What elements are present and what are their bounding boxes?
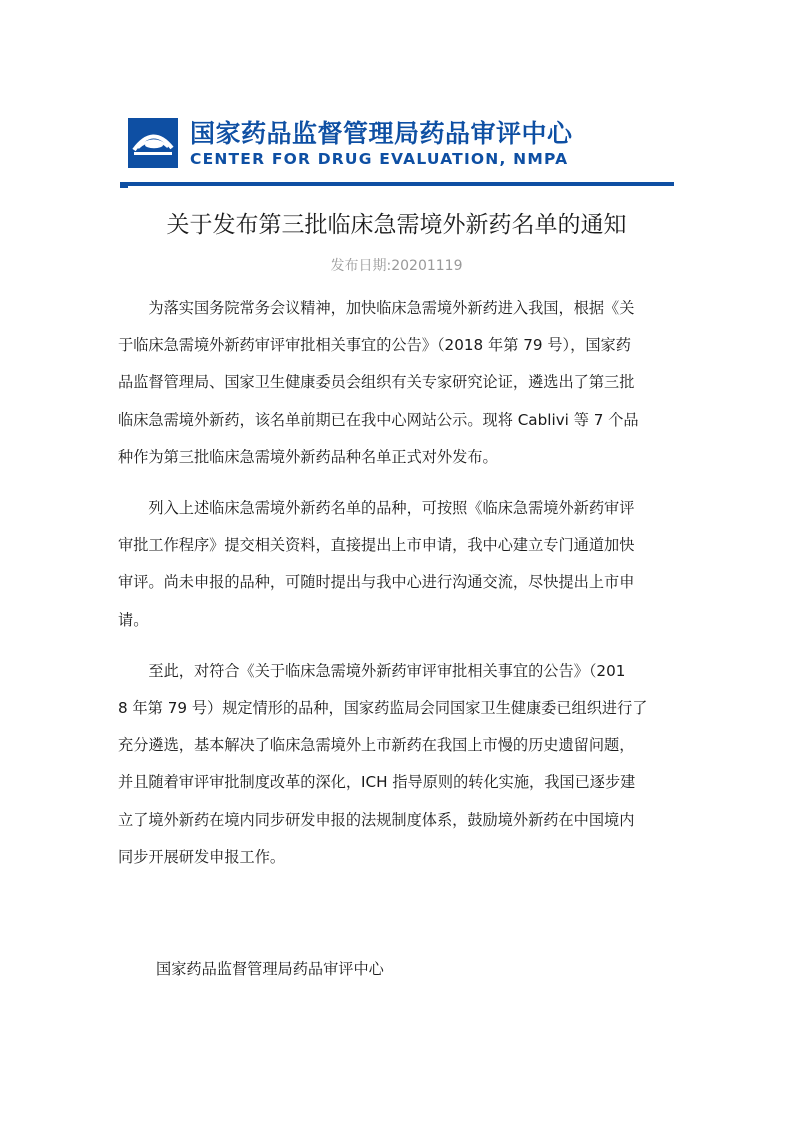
paragraph-2	[118, 490, 673, 639]
publish-date-label: 发布日期:	[330, 258, 392, 274]
paragraph-line: 立了境外新药在境内同步研发申报的法规制度体系，鼓励境外新药在中国境内	[118, 810, 635, 829]
paragraph-line: 并且随着审评审批制度改革的深化，ICH 指导原则的转化实施，我国已逐步建	[118, 773, 636, 792]
paragraph-line: 列入上述临床急需境外新药名单的品种，可按照《临床急需境外新药审评	[118, 499, 635, 518]
header-divider	[120, 182, 674, 186]
paragraph-line: 同步开展研发申报工作。	[118, 847, 286, 866]
paragraph-line: 为落实国务院常务会议精神，加快临床急需境外新药进入我国，根据《关	[118, 299, 635, 317]
paragraph-line: 至此，对符合《关于临床急需境外新药审评审批相关事宜的公告》（201	[118, 661, 626, 680]
page-title: 关于发布第三批临床急需境外新药名单的通知	[166, 212, 627, 238]
signature: 国家药品监督管理局药品审评中心	[156, 960, 384, 978]
paragraph-line: 于临床急需境外新药审评审批相关事宜的公告》（2018 年第 79 号），国家药	[118, 336, 631, 355]
notice-body	[118, 290, 673, 876]
org-name-en: CENTER FOR DRUG EVALUATION, NMPA	[190, 150, 569, 168]
publish-date-value: 20201119	[391, 258, 463, 274]
cde-logo-icon	[128, 118, 178, 168]
header-divider-accent	[120, 186, 128, 188]
paragraph-1	[118, 290, 673, 476]
paragraph-line: 请。	[118, 610, 149, 629]
paragraph-3	[118, 653, 673, 876]
org-name-cn: 国家药品监督管理局药品审评中心	[190, 119, 573, 148]
paragraph-line: 临床急需境外新药，该名单前期已在我中心网站公示。现将 Cablivi 等 7 个品	[118, 410, 639, 429]
paragraph-line: 审评。尚未申报的品种，可随时提出与我中心进行沟通交流，尽快提出上市申	[118, 573, 635, 592]
paragraph-line: 审批工作程序》提交相关资料，直接提出上市申请，我中心建立专门通道加快	[118, 536, 635, 555]
paragraph-line: 种作为第三批临床急需境外新药品种名单正式对外发布。	[118, 447, 498, 466]
publish-date	[0, 255, 793, 275]
paragraph-line: 品监督管理局、国家卫生健康委员会组织有关专家研究论证，遴选出了第三批	[118, 373, 635, 392]
paragraph-line: 8 年第 79 号）规定情形的品种，国家药监局会同国家卫生健康委已组织进行了	[118, 699, 648, 718]
paragraph-line: 充分遴选，基本解决了临床急需境外上市新药在我国上市慢的历史遗留问题，	[118, 736, 635, 755]
header	[120, 112, 674, 188]
